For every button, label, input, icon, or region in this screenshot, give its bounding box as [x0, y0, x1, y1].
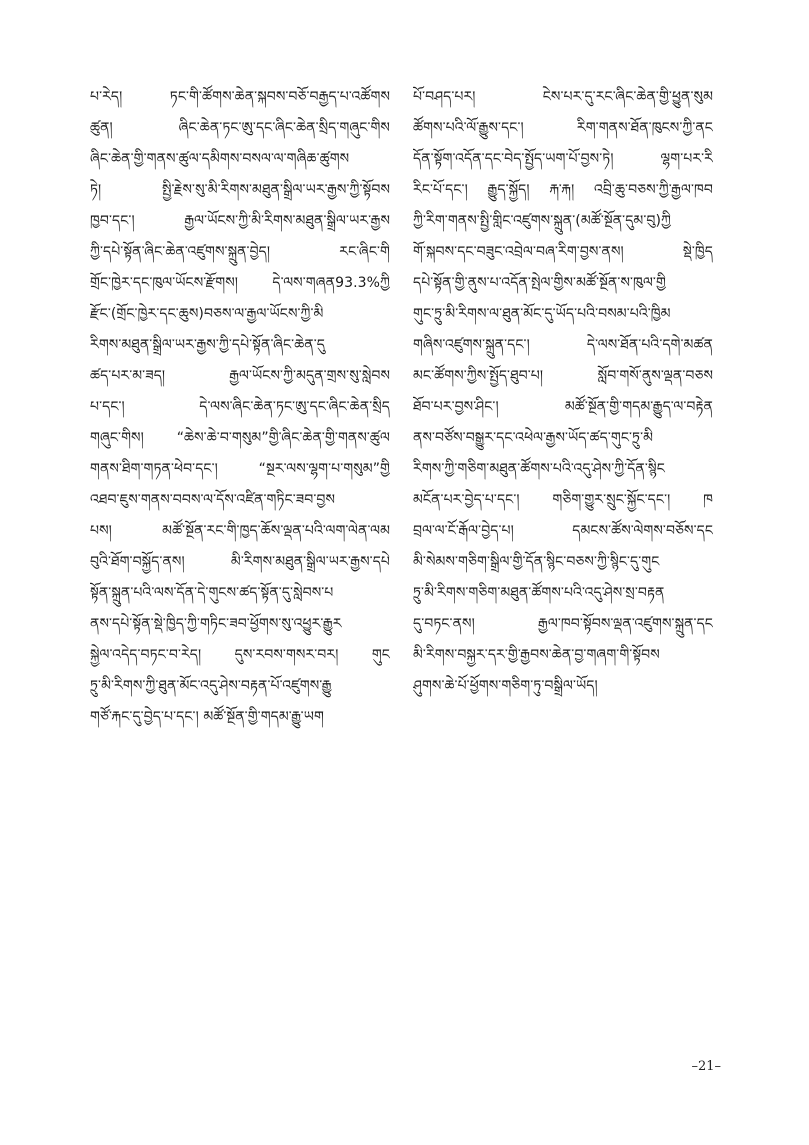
text-line: ཏེ། སྤྱི་རྗེས་སུ་མི་རིགས་མཐུན་སྒྲིལ་ཡར་རྒྱས་ཀྱི་སྟོབས	[90, 182, 390, 198]
text-line: ཐོབ་པར་བྱས་ཤིང་། མཚོ་སྔོན་གྱི་གདམ་རྒྱུད་ལ་བརྟེན	[413, 399, 713, 415]
text-line: པོ་བཤད་པར། ངེས་པར་དུ་རང་ཞིང་ཆེན་གྱི་ཕྱུན་སུམ	[413, 89, 713, 105]
text-line: གཞིས་འཛུགས་སྐྲུན་དང་། དེ་ལས་ཐོན་པའི་དགེ་མཚན	[413, 337, 713, 353]
text-line: དཔེ་སྟོན་གྱི་ནུས་པ་འདོན་སྤེལ་གྱིས་མཚོ་སྔོན་ས་ཁུལ་གྱི	[413, 275, 666, 291]
text-line: ཏྲུ་མི་རིགས་ཀྱི་ཐུན་མོང་འདུ་ཤེས་བརྟན་པོ་འཛུགས་རྒྱུ	[90, 678, 332, 694]
text-line: དོན་སྟོག་འདོན་དང་བེད་སྤྱོད་ཡག་པོ་བྱས་ཏེ། ལྷག་པར་རི	[413, 151, 713, 167]
text-line: ཀྱི་དཔེ་སྟོན་ཞིང་ཆེན་འཛུགས་སྐྲུན་བྱེད། རང་ཞིང་གི	[90, 244, 390, 260]
text-line: གྲོང་ཁྱེར་དང་ཁུལ་ཡོངས་རྫོགས། དེ་ལས་གཞན93.3%ཀྱི	[90, 275, 390, 291]
text-line: རྫོང་(གྲོང་ཁྱེར་དང་ཆུས)བཅས་ལ་རྒྱལ་ཡོངས་ཀྱི་མི	[90, 306, 324, 322]
text-line: གུང་ཏྲུ་མི་རིགས་ལ་ཐུན་མོང་དུ་ཡོད་པའི་བསམ་པའི་ཁྱིམ	[413, 306, 671, 322]
text-line: གཞུང་གིས། “ཆེས་ཆེ་བ་གསུམ”གྱི་ཞིང་ཆེན་གྱི་གནས་ཚུལ	[90, 430, 390, 446]
text-line: རིགས་ཀྱི་གཅིག་མཐུན་ཚོགས་པའི་འདུ་ཤེས་ཀྱི་དོན་སྙིང	[413, 461, 665, 477]
text-line: པ་རེད། ཏང་གི་ཚོགས་ཆེན་སྐབས་བཅོ་བརྒྱད་པ་འཚོགས	[90, 89, 390, 105]
text-line: རིགས་མཐུན་སྒྲིལ་ཡར་རྒྱས་ཀྱི་དཔེ་སྟོན་ཞིང་ཆེན་དུ	[90, 337, 325, 353]
text-line: ཁྱབ་དང་། རྒྱལ་ཡོངས་ཀྱི་མི་རིགས་མཐུན་སྒྲིལ་ཡར་རྒྱས	[90, 213, 390, 229]
text-line: པས། མཚོ་སྔོན་རང་གི་ཁྱད་ཆོས་ལྡན་པའི་ལག་ལེན་ལམ	[90, 523, 390, 539]
text-line: དུ་བཏང་ནས། རྒྱལ་ཁབ་སྟོབས་ལྡན་འཛུགས་སྐྲུན་དང	[413, 616, 713, 632]
text-line: འཐབ་ཇུས་གནས་བབས་ལ་དོས་འཛིན་གཏིང་ཟབ་བྱས	[90, 492, 336, 508]
text-line: མི་སེམས་གཅིག་སྒྲིལ་གྱི་དོན་སྙིང་བཅས་ཀྱི་སྙིང་དུ་གུང	[413, 554, 660, 570]
text-line: གནས་ཐིག་གཏན་ཕེབ་དང་། “སྔར་ལས་ལྷག་པ་གསུམ”གྱི	[90, 461, 390, 477]
page-number: –21–	[691, 1059, 721, 1074]
text-line: ཚོགས་པའི་ལོ་རྒྱུས་དང་། རིག་གནས་ཐོན་ཁུངས་ཀྱི་ནང	[413, 120, 713, 136]
text-line: གཙོ་རྐང་དུ་བྱེད་པ་དང་། མཚོ་སྔོན་གྱི་གདམ་རྒྱུ་ཡག	[90, 709, 324, 725]
text-line: ཏྲུ་མི་རིགས་གཅིག་མཐུན་ཚོགས་པའི་འདུ་ཤེས་སྲ་བརྟན	[413, 585, 665, 601]
text-line: པ་དང་། དེ་ལས་ཞིང་ཆེན་ཏང་ཨུ་དང་ཞིང་ཆེན་སྲིད	[90, 399, 390, 415]
text-line: ཞིང་ཆེན་གྱི་གནས་ཚུལ་དམིགས་བསལ་ལ་གཞིཆ་ཚུགས	[90, 151, 350, 167]
right-text-column	[413, 82, 713, 702]
left-text-column	[90, 82, 390, 733]
text-line: ཤུགས་ཆེ་པོ་ཕྱོགས་གཅིག་ཏུ་བསྒྲིལ་ཡོད།	[413, 678, 598, 694]
text-line: གོ་སྐབས་དང་བཟུང་འབྲེལ་བཞ་རིག་བྱས་ནས། སྡེ་ཁྱིད	[413, 244, 713, 260]
text-line: སྟོན་སྐྲུན་པའི་ལས་དོན་དེ་གུངས་ཚད་སྟོན་དུ་སླེབས་པ	[90, 585, 334, 601]
text-line: ཚད་པར་མ་ཟད། རྒྱལ་ཡོངས་ཀྱི་མདུན་གྲས་སུ་སླེབས	[90, 368, 390, 384]
text-line: སྐྱེལ་འདེད་བཏང་བ་རེད། དུས་རབས་གསར་བར། གུང	[90, 647, 390, 663]
text-line: མི་རིགས་བསྐྱར་དར་གྱི་རྒྱབས་ཆེན་བྱ་གཞག་གི་སྟོབས	[413, 647, 660, 663]
text-line: ནས་དཔེ་སྟོན་སྡེ་ཁྱིད་ཀྱི་གཏིང་ཟབ་ཕྱོགས་སུ་འཕྱུར་རྒྱུར	[90, 616, 342, 632]
text-line: མངོན་པར་བྱེད་པ་དང་། གཅིག་གྱུར་སྲུང་སྐྱོང་དང་། ཁ	[413, 492, 713, 508]
text-line: བུའི་ཐོག་བསྐྱོད་ནས། མི་རིགས་མཐུན་སྒྲིལ་ཡར་རྒྱས་དཔེ	[90, 554, 390, 570]
text-line: ནས་བཙོས་བསྒྱུར་དང་འཕེལ་རྒྱས་ཡོད་ཚད་གུང་ཏྲུ་མི	[413, 430, 654, 446]
text-line: རིང་པོ་དང་། རྒྱུད་སྐྱོད། རྐ་རྐ། འབྲི་ཆུ་བཅས་ཀྱི་རྒྱལ་ཁབ	[413, 182, 713, 198]
text-line: མང་ཚོགས་ཀྱིས་སྤྱོད་ཐུབ་པ། སློབ་གསོ་ནུས་ལྡན་བཅས	[413, 368, 713, 384]
text-line: བྲལ་ལ་ངོ་རྒོལ་བྱེད་པ། དམངས་ཚོས་ལེགས་བཅོས་དང	[413, 523, 713, 539]
text-line: ཚུན། ཞིང་ཆེན་ཏང་ཨུ་དང་ཞིང་ཆེན་སྲིད་གཞུང་གིས	[90, 120, 390, 136]
text-line: ཀྱི་རིག་གནས་སྤྱི་གླིང་འཛུགས་སྐྲུན་(མཚོ་སྔོན་དུམ་བུ)ཀྱི	[413, 213, 671, 229]
